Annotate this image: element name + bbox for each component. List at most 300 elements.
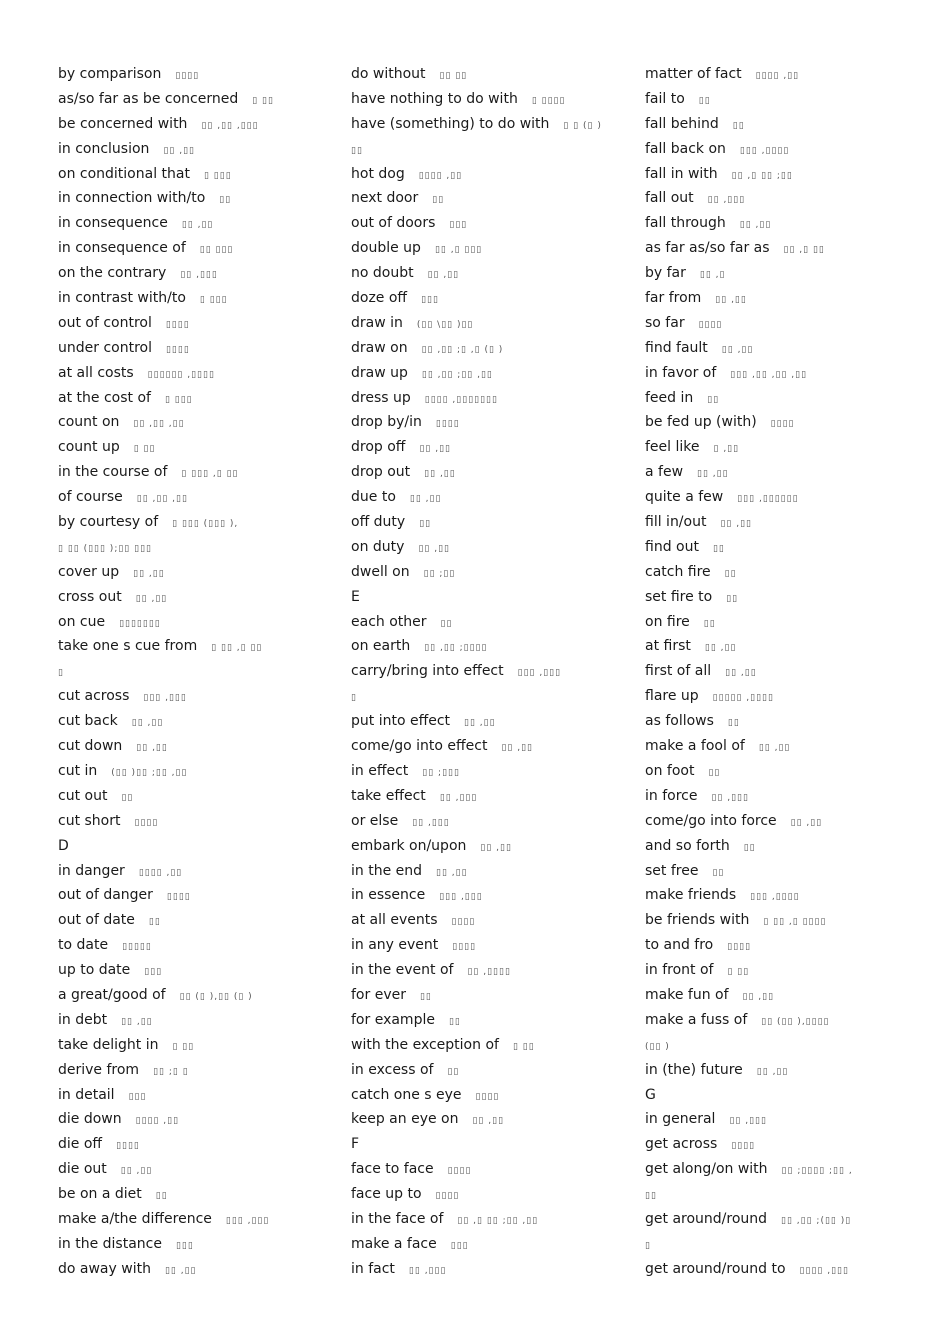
vocab-entry — [58, 1207, 328, 1232]
vocab-entry — [58, 933, 328, 958]
vocab-entry — [58, 1182, 328, 1207]
vocab-entry — [58, 162, 328, 187]
vocab-entry — [58, 1157, 328, 1182]
entry-phrase: far from — [645, 290, 702, 307]
entry-gloss: ▯▯ ,▯▯ — [725, 668, 757, 679]
entry-phrase: take effect — [351, 787, 426, 804]
vocab-entry — [58, 1033, 328, 1058]
entry-gloss: ▯▯ — [708, 767, 721, 778]
vocab-entry — [58, 634, 328, 659]
vocab-entry — [351, 834, 621, 859]
vocab-entry — [645, 1033, 915, 1058]
entry-gloss: ▯▯▯▯ ,▯▯▯ — [799, 1265, 849, 1276]
vocab-entry — [58, 834, 328, 859]
entry-gloss: ▯▯ — [698, 95, 711, 106]
entry-gloss: ▯▯ ,▯▯▯ — [439, 792, 478, 803]
entry-phrase: G — [645, 1086, 656, 1103]
vocab-entry — [645, 286, 915, 311]
vocab-entry — [58, 435, 328, 460]
entry-gloss: ▯▯ ;▯ ▯ — [153, 1066, 189, 1077]
entry-gloss: ▯▯ — [712, 867, 725, 878]
entry-gloss: ▯▯ ,▯ ▯▯ ;▯▯ ,▯▯ — [457, 1215, 539, 1226]
entry-phrase: due to — [351, 489, 396, 506]
entry-phrase: each other — [351, 613, 427, 630]
entry-phrase: in consequence of — [58, 240, 186, 257]
entry-phrase: make a fool of — [645, 738, 745, 755]
entry-phrase: in conclusion — [58, 140, 150, 157]
entry-phrase: with the exception of — [351, 1036, 499, 1053]
vocab-entry — [351, 162, 621, 187]
entry-phrase: get around/round — [645, 1210, 768, 1227]
vocab-entry — [58, 186, 328, 211]
entry-gloss: ▯ ▯▯ — [727, 967, 750, 978]
entry-phrase: a few — [645, 464, 684, 481]
entry-gloss: ▯▯▯ ,▯▯▯ — [143, 693, 187, 704]
entry-phrase: make a fuss of — [645, 1011, 748, 1028]
entry-gloss: ▯▯▯▯▯ ,▯▯▯▯ — [712, 693, 774, 704]
vocab-entry — [58, 460, 328, 485]
entry-gloss: ▯▯▯▯ — [435, 1191, 460, 1202]
entry-gloss: ▯▯ (▯▯ ),▯▯▯▯ — [761, 1016, 830, 1027]
vocab-entry — [351, 958, 621, 983]
entry-phrase: no doubt — [351, 265, 414, 282]
entry-gloss: ▯▯ ,▯▯ — [758, 743, 791, 754]
entry-phrase: cut back — [58, 713, 118, 730]
entry-gloss: ▯ ▯▯ — [133, 444, 156, 455]
entry-gloss: ▯ — [645, 1240, 651, 1251]
entry-phrase: by courtesy of — [58, 514, 159, 531]
vocab-entry — [645, 87, 915, 112]
entry-gloss: ▯▯ ,▯▯ — [164, 1265, 197, 1276]
entry-gloss: ▯▯ ,▯▯▯ — [180, 270, 218, 281]
vocab-entry — [58, 908, 328, 933]
entry-phrase: make a/the difference — [58, 1210, 212, 1227]
entry-gloss: ▯▯ — [419, 519, 432, 530]
vocab-entry — [351, 1033, 621, 1058]
entry-phrase: catch fire — [645, 563, 711, 580]
vocab-entry — [351, 186, 621, 211]
entry-gloss: ▯▯ — [432, 195, 445, 206]
vocab-entry — [645, 485, 915, 510]
vocab-entry — [58, 983, 328, 1008]
entry-gloss: ▯▯▯▯ — [165, 344, 190, 355]
entry-phrase: face up to — [351, 1186, 422, 1203]
entry-gloss: ▯▯ ,▯▯ — [739, 220, 772, 231]
vocab-entry — [351, 386, 621, 411]
vocab-entry — [58, 560, 328, 585]
entry-gloss: ▯▯▯▯ — [451, 917, 476, 928]
vocab-entry — [645, 510, 915, 535]
entry-gloss: ▯▯ ,▯▯ — [501, 743, 534, 754]
entry-gloss: ▯▯▯▯ — [731, 1141, 756, 1152]
vocab-entry — [351, 286, 621, 311]
vocab-entry — [351, 435, 621, 460]
entry-phrase: out of doors — [351, 215, 436, 232]
entry-phrase: take delight in — [58, 1036, 159, 1053]
entry-phrase: next door — [351, 190, 419, 207]
vocab-entry — [351, 137, 621, 162]
entry-gloss: ▯ ▯▯▯ — [164, 394, 193, 405]
entry-phrase: find fault — [645, 339, 708, 356]
entry-gloss: ▯▯ — [727, 718, 740, 729]
entry-phrase: in favor of — [645, 364, 717, 381]
vocab-entry — [58, 958, 328, 983]
vocab-entry — [351, 1132, 621, 1157]
entry-phrase: feel like — [645, 439, 700, 456]
entry-phrase: in the end — [351, 862, 423, 879]
entry-gloss: ▯▯ ,▯▯ — [121, 1016, 153, 1027]
entry-phrase: come/go into effect — [351, 738, 488, 755]
vocab-entry — [645, 610, 915, 635]
entry-gloss: ▯▯ ,▯▯▯ — [707, 195, 746, 206]
vocab-entry — [645, 386, 915, 411]
entry-phrase: derive from — [58, 1061, 140, 1078]
entry-gloss: ▯▯ ,▯▯ — [120, 1166, 153, 1177]
entry-phrase: a great/good of — [58, 986, 166, 1003]
vocab-entry — [645, 186, 915, 211]
vocab-entry — [351, 1008, 621, 1033]
entry-gloss: ▯▯ ,▯▯ ,▯▯ — [133, 419, 185, 430]
entry-phrase: out of date — [58, 912, 135, 929]
entry-phrase: quite a few — [645, 489, 724, 506]
entry-phrase: put into effect — [351, 713, 451, 730]
entry-phrase: flare up — [645, 688, 699, 705]
entry-gloss: ▯▯ — [447, 1066, 460, 1077]
vocab-entry — [645, 137, 915, 162]
entry-gloss: ▯▯▯▯ ,▯▯ — [418, 170, 463, 181]
entry-gloss: ▯▯ ,▯▯ — [720, 519, 753, 530]
entry-phrase: die off — [58, 1136, 103, 1153]
entry-gloss: ▯▯ — [155, 1191, 168, 1202]
vocab-entry — [58, 112, 328, 137]
entry-gloss: ▯▯ — [440, 618, 453, 629]
entry-phrase: come/go into force — [645, 812, 777, 829]
vocab-entry — [58, 236, 328, 261]
entry-gloss: ▯▯ — [219, 195, 232, 206]
vocab-entry — [351, 859, 621, 884]
entry-gloss: ▯▯ ,▯▯ — [464, 718, 496, 729]
entry-gloss: ▯▯▯▯ ,▯▯ — [138, 867, 183, 878]
entry-phrase: make fun of — [645, 986, 729, 1003]
vocab-entry — [351, 311, 621, 336]
vocab-entry — [58, 883, 328, 908]
vocab-entry — [351, 1207, 621, 1232]
entry-gloss: ▯ — [58, 668, 64, 679]
vocab-entry — [351, 759, 621, 784]
entry-gloss: ▯ — [351, 693, 357, 704]
entry-gloss: ▯▯▯▯▯▯ ,▯▯▯▯ — [147, 369, 215, 380]
vocab-entry — [58, 859, 328, 884]
entry-phrase: as far as/so far as — [645, 240, 770, 257]
vocab-entry — [58, 659, 328, 684]
column-3 — [645, 62, 915, 1282]
entry-phrase: get along/on with — [645, 1161, 768, 1178]
entry-gloss: ▯▯ — [351, 145, 363, 156]
entry-gloss: ▯▯▯▯ — [475, 1091, 500, 1102]
entry-phrase: drop by/in — [351, 414, 422, 431]
entry-gloss: ▯▯ ,▯▯ — [480, 842, 512, 853]
entry-phrase: dress up — [351, 389, 411, 406]
vocab-entry — [645, 933, 915, 958]
entry-gloss: ▯▯ — [419, 991, 432, 1002]
entry-gloss: ▯▯ ;▯▯▯ — [422, 767, 460, 778]
vocab-entry — [58, 1008, 328, 1033]
entry-gloss: ▯▯▯ ,▯▯▯▯▯▯ — [737, 494, 799, 505]
entry-phrase: fall behind — [645, 115, 719, 132]
entry-phrase: in front of — [645, 962, 714, 979]
entry-phrase: cut down — [58, 738, 123, 755]
entry-gloss: ▯ ▯▯▯ ,▯ ▯▯ — [181, 469, 239, 480]
vocab-entry — [58, 261, 328, 286]
entry-gloss: ▯▯▯ ,▯▯▯ — [225, 1215, 270, 1226]
entry-phrase: in excess of — [351, 1061, 434, 1078]
vocab-entry — [645, 585, 915, 610]
vocab-entry — [58, 311, 328, 336]
vocab-entry — [351, 1107, 621, 1132]
entry-phrase: to and fro — [645, 937, 714, 954]
entry-gloss: ▯ ▯▯▯ (▯▯▯ ), — [172, 519, 239, 530]
entry-phrase: die down — [58, 1111, 122, 1128]
vocab-entry — [645, 460, 915, 485]
entry-gloss: ▯▯▯▯ — [165, 319, 190, 330]
vocab-entry — [351, 933, 621, 958]
entry-gloss: ▯▯ ,▯▯ — [790, 817, 823, 828]
entry-gloss: ▯▯▯▯ — [770, 419, 795, 430]
entry-gloss: ▯▯ ,▯▯ — [418, 543, 450, 554]
entry-phrase: in effect — [351, 762, 409, 779]
vocab-entry — [58, 386, 328, 411]
vocab-entry — [351, 460, 621, 485]
entry-phrase: in debt — [58, 1011, 108, 1028]
entry-gloss: ▯▯▯ — [144, 967, 163, 978]
entry-phrase: out of danger — [58, 887, 153, 904]
entry-phrase: cross out — [58, 588, 122, 605]
entry-phrase: in consequence — [58, 215, 168, 232]
entry-gloss: ▯▯ ,▯ ▯▯ — [783, 245, 825, 256]
entry-gloss: ▯▯ ▯▯▯ — [199, 245, 234, 256]
entry-gloss: ▯▯ — [707, 394, 720, 405]
vocab-entry — [645, 211, 915, 236]
vocab-entry — [58, 1107, 328, 1132]
entry-gloss: ▯▯ ,▯▯ — [419, 444, 451, 455]
entry-gloss: ▯▯ ,▯▯ — [424, 469, 456, 480]
entry-phrase: to date — [58, 937, 109, 954]
entry-gloss: ▯▯ — [724, 568, 737, 579]
entry-phrase: fill in/out — [645, 514, 707, 531]
entry-gloss: ▯ ▯ (▯ ) — [563, 120, 602, 131]
vocab-entry — [351, 62, 621, 87]
entry-phrase: draw on — [351, 339, 408, 356]
vocab-entry — [645, 734, 915, 759]
entry-gloss: ▯▯ ,▯▯ — [409, 494, 442, 505]
vocab-entry — [351, 883, 621, 908]
entry-gloss: ▯▯ ,▯ ▯▯ ;▯▯ — [731, 170, 793, 181]
vocab-entry — [645, 684, 915, 709]
vocab-entry — [58, 585, 328, 610]
entry-phrase: keep an eye on — [351, 1111, 459, 1128]
vocab-entry — [58, 610, 328, 635]
entry-phrase: have nothing to do with — [351, 90, 518, 107]
entry-phrase: D — [58, 837, 69, 854]
vocab-entry — [645, 809, 915, 834]
entry-phrase: be fed up (with) — [645, 414, 757, 431]
entry-phrase: so far — [645, 314, 685, 331]
entry-phrase: in any event — [351, 937, 439, 954]
vocab-entry — [351, 336, 621, 361]
entry-phrase: be concerned with — [58, 115, 188, 132]
entry-phrase: catch one s eye — [351, 1086, 462, 1103]
entry-phrase: in the face of — [351, 1210, 444, 1227]
vocab-entry — [58, 809, 328, 834]
vocab-entry — [351, 1058, 621, 1083]
vocab-entry — [58, 684, 328, 709]
entry-gloss: ▯▯▯▯ — [698, 319, 723, 330]
entry-phrase: double up — [351, 240, 421, 257]
vocab-entry — [645, 1083, 915, 1108]
vocab-entry — [58, 286, 328, 311]
vocab-entry — [351, 510, 621, 535]
entry-gloss: ▯▯▯ ,▯▯ ,▯▯ ,▯▯ — [730, 369, 808, 380]
entry-phrase: at the cost of — [58, 389, 151, 406]
entry-gloss: ▯▯ ,▯ — [699, 270, 726, 281]
entry-phrase: draw in — [351, 314, 403, 331]
entry-gloss: ▯▯ — [448, 1016, 461, 1027]
entry-phrase: fall out — [645, 190, 694, 207]
entry-phrase: make friends — [645, 887, 737, 904]
entry-phrase: in contrast with/to — [58, 290, 186, 307]
entry-gloss: ▯▯ ,▯▯ — [136, 743, 168, 754]
vocab-entry — [351, 261, 621, 286]
entry-gloss: (▯▯ )▯▯ ;▯▯ ,▯▯ — [111, 767, 188, 778]
entry-gloss: ▯ ▯▯ ,▯ ▯▯ — [211, 643, 263, 654]
vocab-entry — [351, 734, 621, 759]
entry-phrase: in the course of — [58, 464, 168, 481]
vocab-entry — [645, 311, 915, 336]
entry-gloss: ▯▯ ,▯ ▯▯▯ — [434, 245, 483, 256]
entry-phrase: in general — [645, 1111, 716, 1128]
entry-phrase: at all costs — [58, 364, 134, 381]
entry-phrase: be on a diet — [58, 1186, 142, 1203]
vocab-entry — [645, 361, 915, 386]
entry-gloss: ▯▯ — [121, 792, 134, 803]
vocab-entry — [645, 834, 915, 859]
entry-gloss: (▯▯ \▯▯ )▯▯ — [416, 319, 474, 330]
vocab-entry — [58, 87, 328, 112]
vocab-entry — [645, 410, 915, 435]
entry-phrase: make a face — [351, 1235, 437, 1252]
entry-gloss: ▯▯ ,▯▯ — [163, 145, 195, 156]
entry-phrase: set free — [645, 862, 699, 879]
entry-phrase: at all events — [351, 912, 438, 929]
vocab-entry — [351, 410, 621, 435]
vocab-entry — [58, 485, 328, 510]
entry-phrase: for ever — [351, 986, 406, 1003]
entry-gloss: ▯▯ ,▯▯ — [756, 1066, 789, 1077]
entry-gloss: ▯▯▯▯ — [116, 1141, 140, 1152]
vocab-entry — [645, 709, 915, 734]
entry-gloss: ▯▯ — [732, 120, 745, 131]
entry-phrase: in the event of — [351, 962, 454, 979]
entry-phrase: on duty — [351, 538, 405, 555]
entry-gloss: ▯ ▯▯▯▯ — [531, 95, 566, 106]
vocab-entry — [645, 1132, 915, 1157]
entry-phrase: on the contrary — [58, 265, 167, 282]
vocab-entry — [58, 410, 328, 435]
vocab-entry — [645, 759, 915, 784]
entry-gloss: ▯▯▯▯ — [166, 892, 191, 903]
vocab-entry — [58, 137, 328, 162]
entry-phrase: doze off — [351, 290, 408, 307]
vocab-entry — [645, 908, 915, 933]
vocab-entry — [58, 1058, 328, 1083]
entry-phrase: or else — [351, 812, 399, 829]
vocab-entry — [351, 1257, 621, 1282]
entry-phrase: cut in — [58, 762, 98, 779]
vocab-entry — [58, 784, 328, 809]
vocab-entry — [58, 734, 328, 759]
entry-gloss: ▯▯▯▯ ,▯▯ — [135, 1116, 180, 1127]
entry-gloss: ▯▯▯ — [175, 1240, 194, 1251]
entry-phrase: feed in — [645, 389, 694, 406]
entry-phrase: count on — [58, 414, 120, 431]
entry-gloss: ▯▯ ,▯▯ ;(▯▯ )▯ — [781, 1215, 852, 1226]
vocab-entry — [351, 784, 621, 809]
entry-phrase: dwell on — [351, 563, 410, 580]
entry-gloss: ▯ ,▯▯ — [713, 444, 740, 455]
entry-phrase: set fire to — [645, 588, 713, 605]
entry-gloss: ▯▯ ,▯▯ — [715, 295, 747, 306]
entry-phrase: in connection with/to — [58, 190, 206, 207]
entry-gloss: ▯▯ (▯ ),▯▯ (▯ ) — [179, 991, 253, 1002]
entry-gloss: ▯ ▯▯▯ — [199, 295, 228, 306]
entry-gloss: ▯▯ ,▯▯ ;▯ ,▯ (▯ ) — [421, 344, 504, 355]
entry-gloss: ▯▯ ,▯▯ — [742, 991, 775, 1002]
entry-phrase: in (the) future — [645, 1061, 743, 1078]
vocab-entry — [645, 1257, 915, 1282]
vocab-entry — [645, 1058, 915, 1083]
vocab-entry — [645, 634, 915, 659]
entry-gloss: ▯▯▯▯ ,▯▯ — [755, 71, 800, 81]
vocab-entry — [351, 87, 621, 112]
vocab-entry — [645, 1107, 915, 1132]
entry-phrase: do without — [351, 66, 426, 82]
entry-gloss: ▯▯ ,▯▯ — [697, 469, 729, 480]
entry-gloss: ▯▯▯▯ — [134, 817, 159, 828]
entry-phrase: drop off — [351, 439, 406, 456]
vocab-entry — [645, 659, 915, 684]
vocab-entry — [645, 62, 915, 87]
entry-phrase: hot dog — [351, 165, 405, 182]
vocab-entry — [58, 336, 328, 361]
vocab-entry — [645, 983, 915, 1008]
vocab-entry — [645, 883, 915, 908]
entry-gloss: ▯▯ — [148, 917, 161, 928]
entry-gloss: ▯▯▯▯ — [447, 1166, 472, 1177]
entry-gloss: ▯ ▯▯ — [252, 95, 274, 106]
entry-phrase: embark on/upon — [351, 837, 467, 854]
entry-phrase: as follows — [645, 713, 714, 730]
entry-phrase: off duty — [351, 514, 406, 531]
entry-phrase: in force — [645, 787, 698, 804]
entry-gloss: ▯▯▯ ,▯▯▯▯ — [739, 145, 790, 156]
entry-phrase: by comparison — [58, 66, 162, 82]
entry-phrase: on fire — [645, 613, 690, 630]
vocab-entry — [351, 809, 621, 834]
vocab-entry — [351, 585, 621, 610]
entry-phrase: have (something) to do with — [351, 115, 550, 132]
entry-gloss: ▯▯▯ — [421, 295, 439, 306]
vocab-entry — [351, 1182, 621, 1207]
